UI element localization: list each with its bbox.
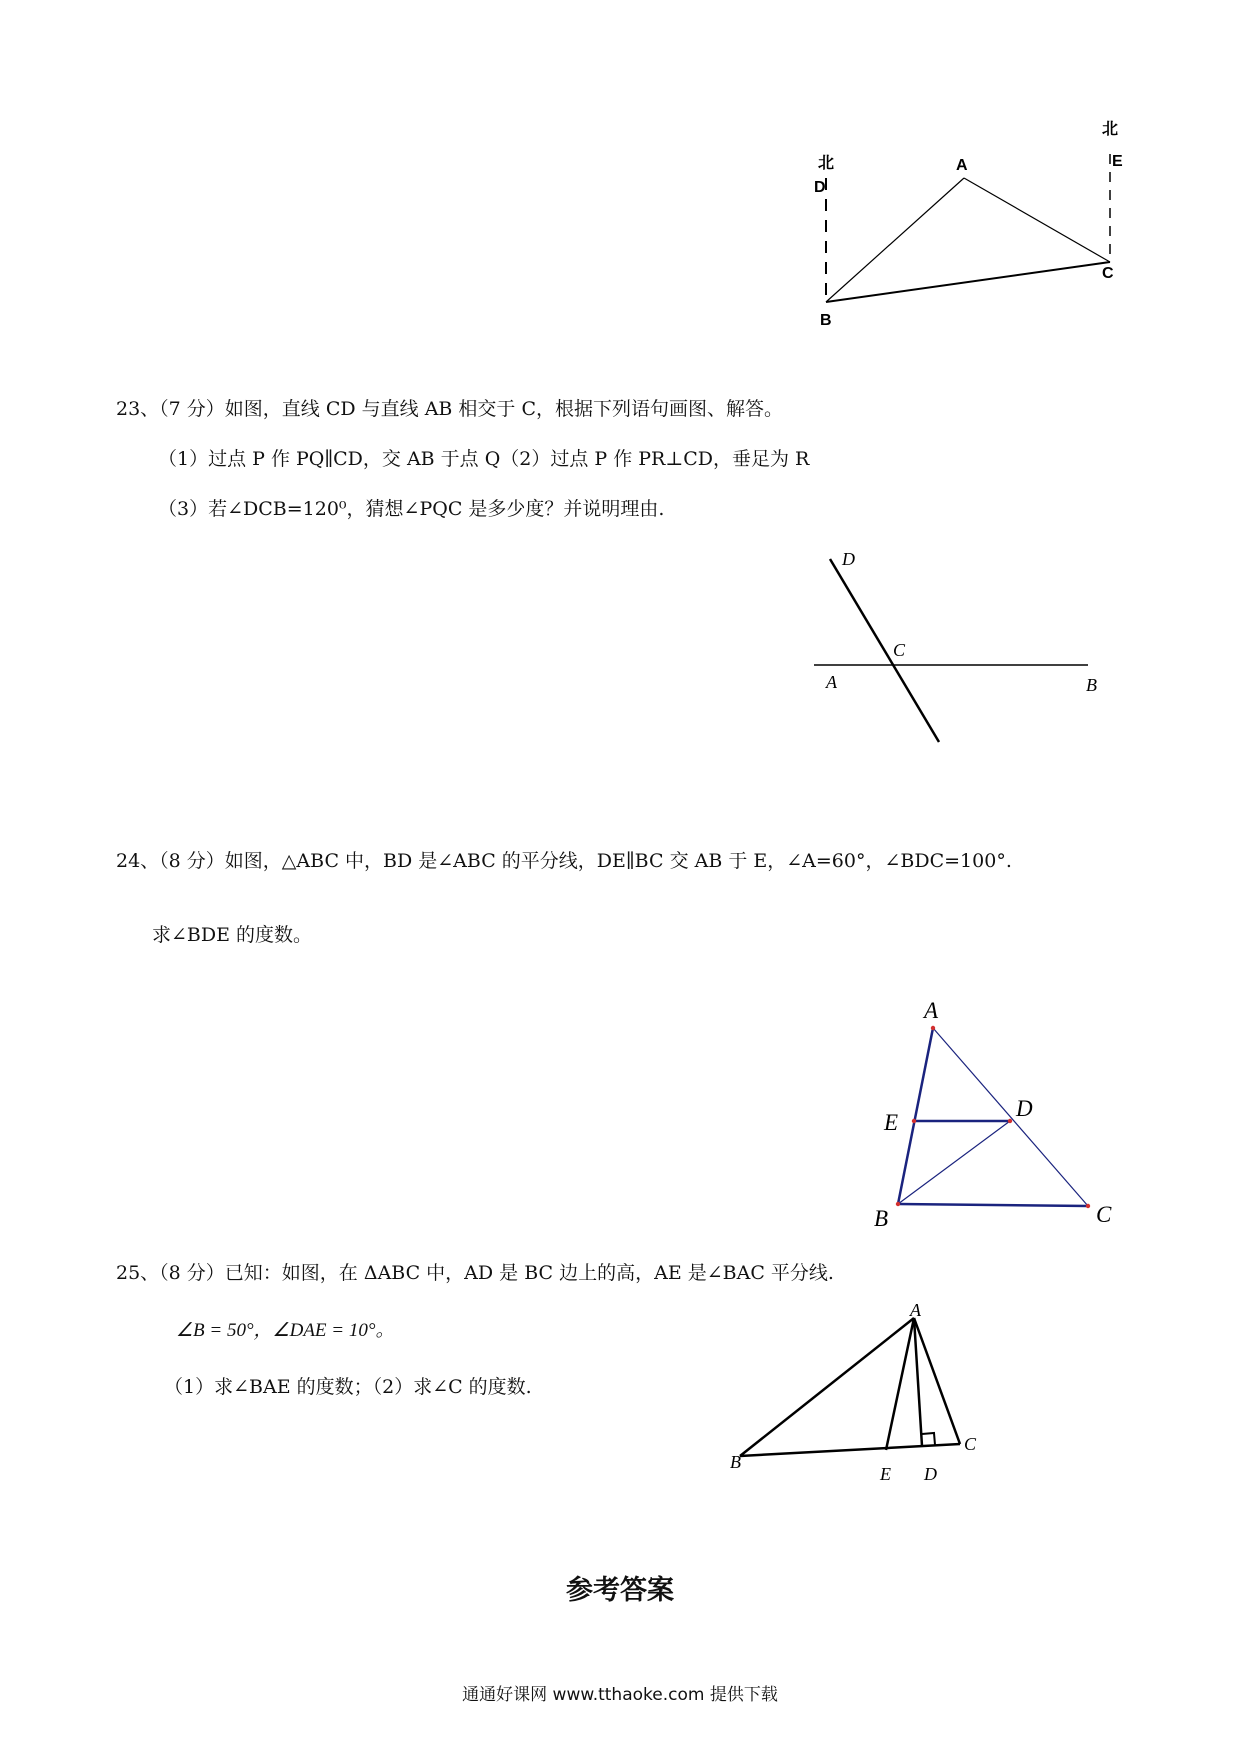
- point-label-E: E: [1112, 153, 1123, 170]
- point-label-E: E: [880, 1464, 891, 1484]
- answer-section-title: 参考答案: [566, 1575, 674, 1606]
- figure-triangle-altitude: [720, 1300, 1020, 1500]
- q24-stem: 24、（8 分）如图，△ABC 中，BD 是∠ABC 的平分线，DE∥BC 交 AB 于 E，∠A=60°，∠BDC=100°.: [116, 850, 1012, 872]
- point-label-D: D: [814, 179, 826, 196]
- q23-part3: （3）若∠DCB=120⁰，猜想∠PQC 是多少度？并说明理由.: [158, 498, 665, 520]
- point-label-A: A: [956, 157, 968, 174]
- point-label-D: D: [1016, 1096, 1033, 1121]
- point-label-B: B: [820, 312, 832, 329]
- point-label-C: C: [964, 1434, 977, 1454]
- point-label-C: C: [893, 640, 906, 660]
- figure-triangle-bisector: [860, 985, 1120, 1235]
- point-label-A: A: [826, 672, 837, 692]
- q23-part1: （1）过点 P 作 PQ∥CD，交 AB 于点 Q（2）过点 P 作 PR⊥CD，垂足为 R: [158, 448, 810, 470]
- north-label-right: 北: [1102, 121, 1119, 138]
- point-label-C: C: [1096, 1202, 1112, 1227]
- point-label-E: E: [884, 1110, 899, 1135]
- point-label-C: C: [1102, 265, 1114, 282]
- point-label-A: A: [910, 1300, 921, 1320]
- q25-ask: （1）求∠BAE 的度数；（2）求∠C 的度数.: [164, 1376, 532, 1398]
- point-label-A: A: [924, 998, 939, 1023]
- point-label-B: B: [730, 1452, 741, 1472]
- q23-stem: 23、（7 分）如图，直线 CD 与直线 AB 相交于 C，根据下列语句画图、解答。: [116, 398, 783, 420]
- point-label-D: D: [842, 549, 855, 569]
- q25-given: ∠B = 50°，∠DAE = 10°。: [176, 1320, 395, 1341]
- point-label-B: B: [874, 1206, 889, 1231]
- figure-bearing-triangle: [800, 110, 1160, 370]
- north-label-left: 北: [818, 155, 835, 172]
- point-label-B: B: [1086, 675, 1097, 695]
- q25-stem: 25、（8 分）已知：如图，在 ΔABC 中，AD 是 BC 边上的高，AE 是∠BAC 平分线.: [116, 1262, 834, 1284]
- figure-intersecting-lines: [800, 545, 1120, 755]
- point-label-D: D: [924, 1464, 937, 1484]
- page-footer: 通通好课网 www.tthaoke.com 提供下载: [462, 1685, 778, 1705]
- q24-ask: 求∠BDE 的度数。: [152, 924, 313, 946]
